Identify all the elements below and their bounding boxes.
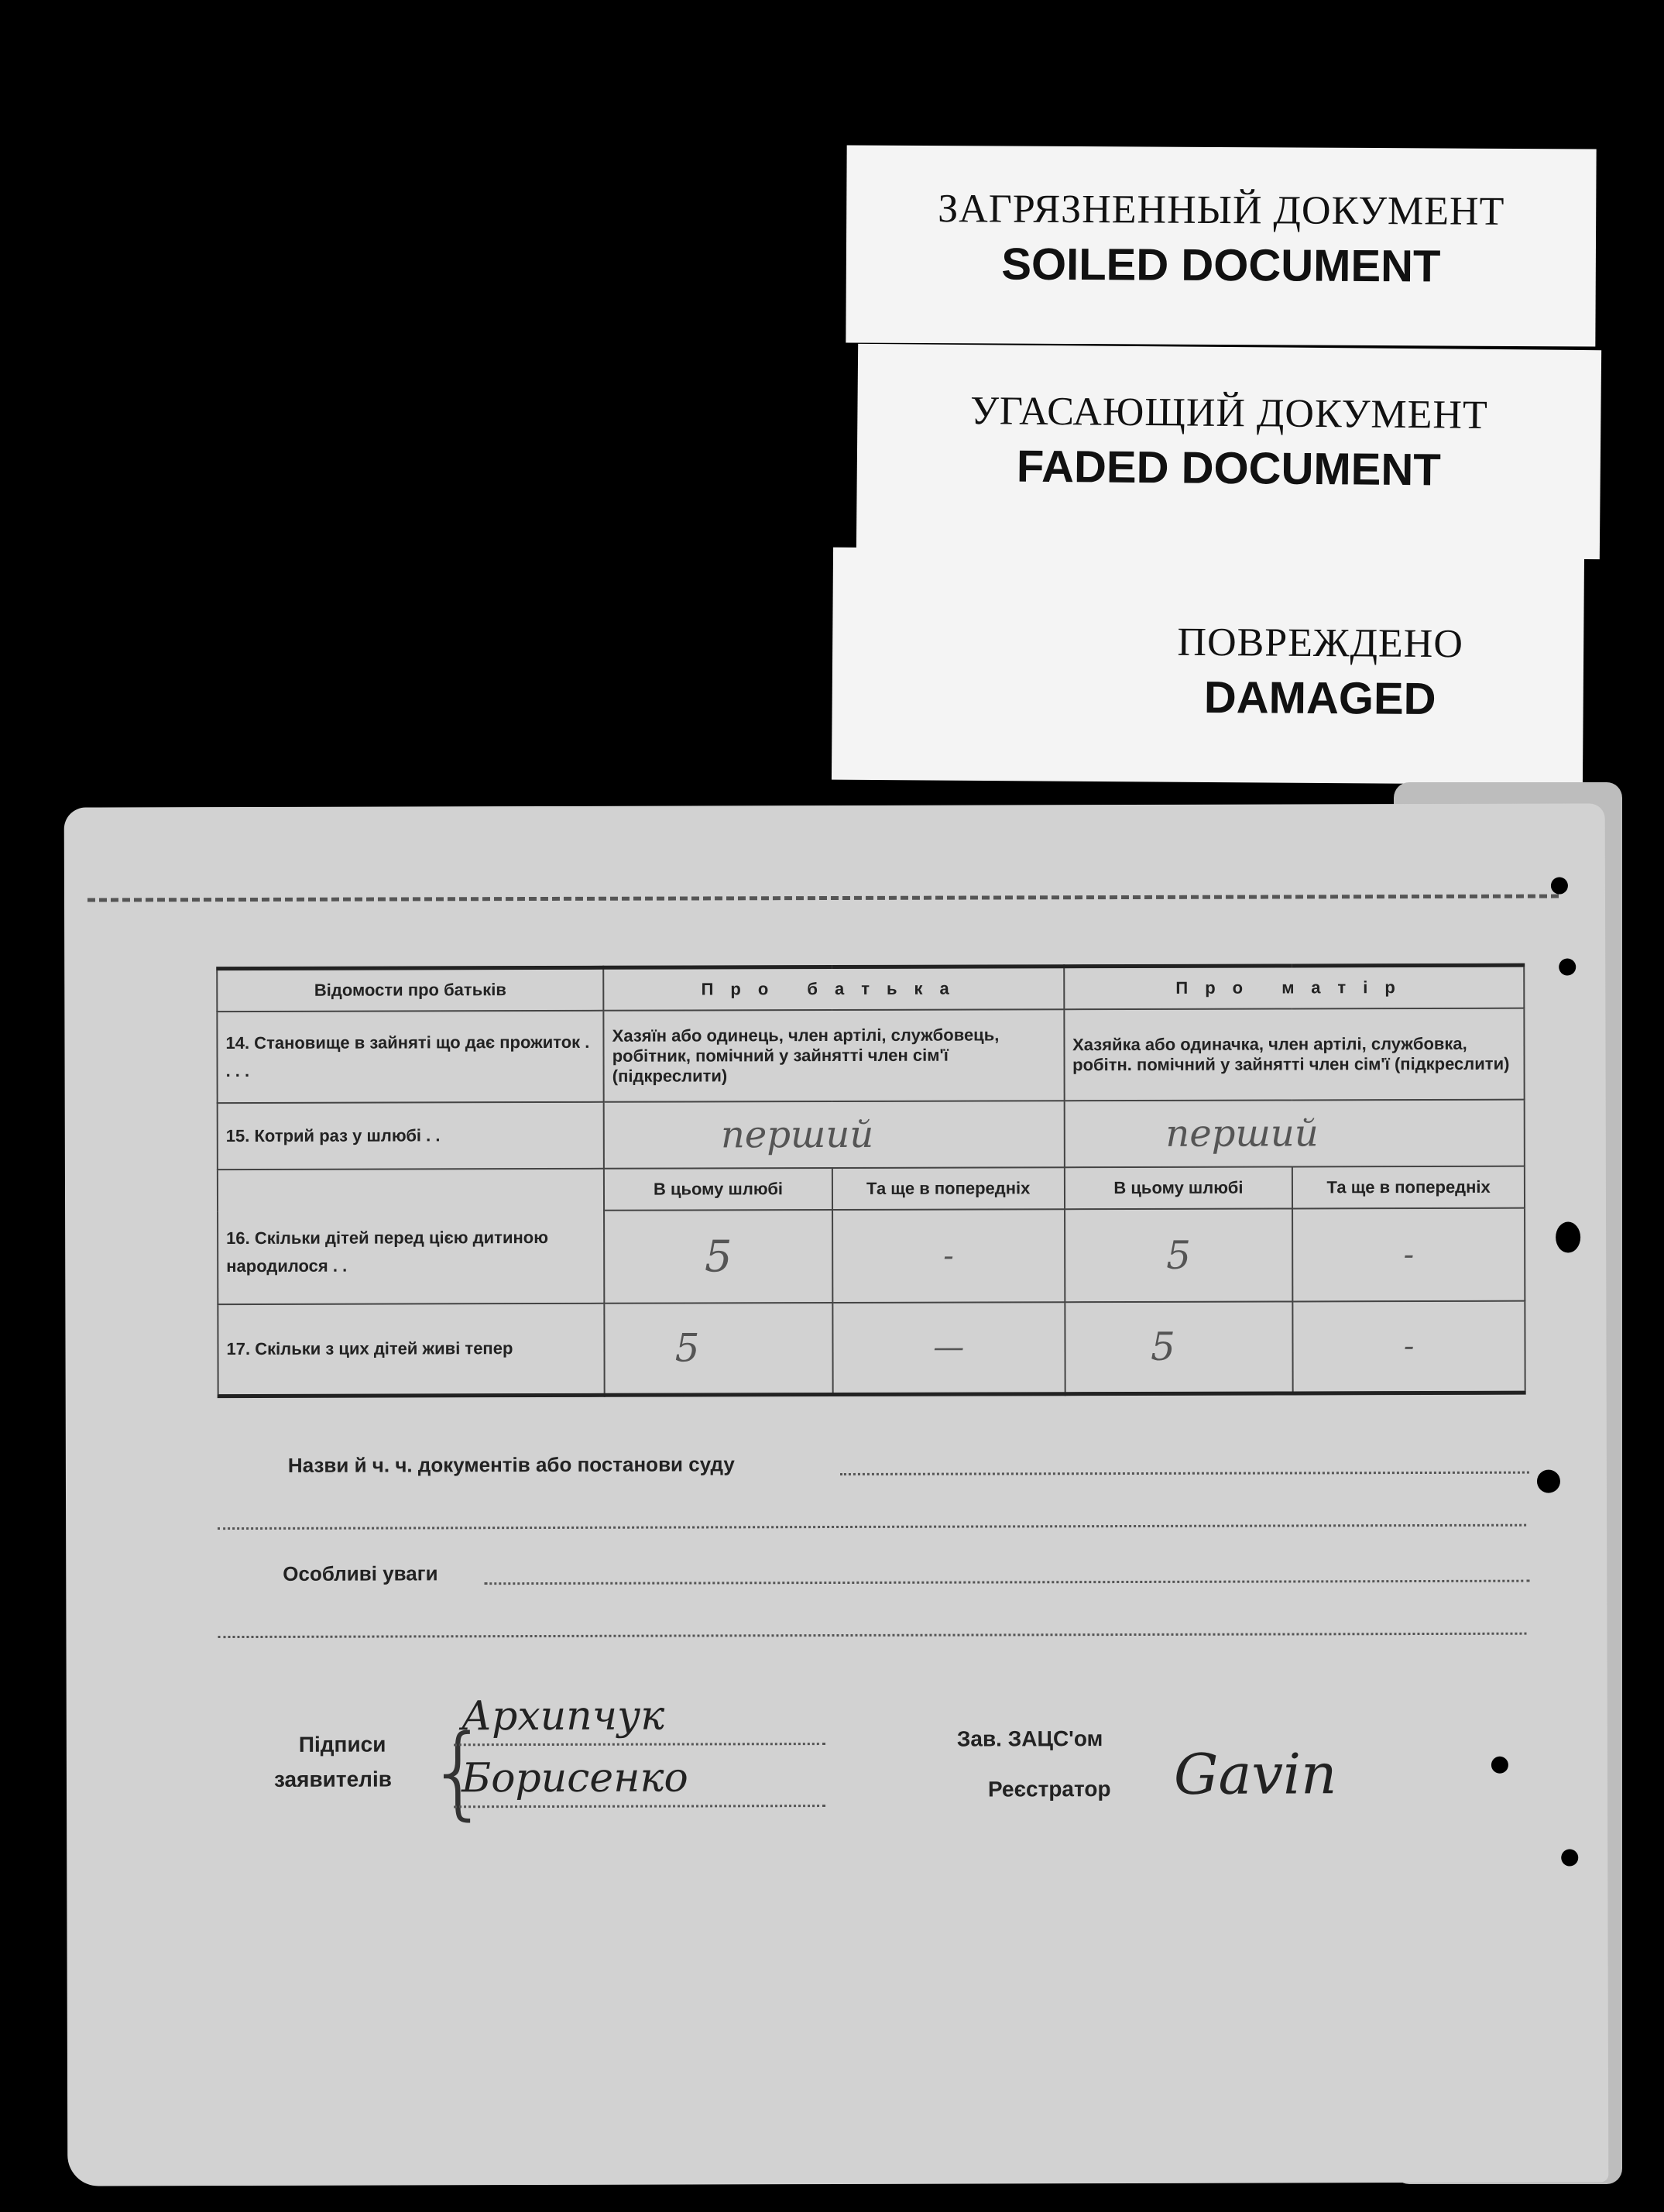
row-17 <box>218 1301 1525 1396</box>
row15-father-value: перший <box>604 1101 1065 1169</box>
row14-label: 14. Становище в зайняті що дає прожиток . . . . <box>217 1011 603 1103</box>
perforation-line <box>87 895 1559 902</box>
soiled-label-ru: ЗАГРЯЗНЕННЫЙ ДОКУМЕНТ <box>938 187 1505 234</box>
row15-mother-value: перший <box>1064 1100 1525 1168</box>
faded-label-ru: УГАСАЮЩИЙ ДОКУМЕНТ <box>969 389 1488 438</box>
documents-label: Назви й ч. ч. документів або постанови суду <box>287 1452 735 1477</box>
damage-hole <box>1559 958 1576 975</box>
applicant-line-2 <box>454 1805 825 1808</box>
registry-form-sheet <box>64 803 1609 2186</box>
row16-father-prev: - <box>832 1209 1065 1303</box>
row15-label: 15. Котрий раз у шлюбі . . <box>218 1102 604 1170</box>
notes-label: Особливі уваги <box>283 1561 438 1585</box>
damaged-label-ru: ПОВРЕЖДЕНО <box>1177 620 1464 667</box>
header-father: Про батька <box>603 967 1064 1011</box>
damaged-label-en: DAMAGED <box>1203 672 1436 725</box>
subheader-mother-prev: Та ще в попередніх <box>1292 1166 1525 1209</box>
damaged-document-label <box>832 548 1584 785</box>
documents-line-2 <box>218 1524 1526 1530</box>
signatures-brace: { <box>426 1712 491 1831</box>
applicant-signature-2: Борисенко <box>461 1754 688 1802</box>
faded-label-en: FADED DOCUMENT <box>1016 441 1441 496</box>
notes-line-1 <box>484 1580 1529 1585</box>
soiled-document-label <box>846 145 1596 346</box>
row17-label: 17. Скільки з цих дітей живі тепер <box>218 1304 604 1396</box>
head-label: Зав. ЗАЦС'ом <box>956 1726 1103 1751</box>
damage-hole <box>1537 1470 1560 1493</box>
subheader-father-this: В цьому шлюбі <box>604 1168 832 1211</box>
faded-document-label <box>856 344 1601 559</box>
row17-father-prev: — <box>832 1302 1065 1394</box>
notes-line-2 <box>218 1633 1526 1638</box>
signatures-label-2: заявителів <box>273 1767 392 1791</box>
row17-mother-prev: - <box>1293 1301 1525 1393</box>
subheader-row <box>218 1166 1525 1211</box>
row17-mother-this: 5 <box>1065 1301 1293 1393</box>
damage-hole <box>1491 1757 1508 1774</box>
row16-mother-prev: - <box>1292 1208 1525 1302</box>
row14-mother-options: Хазяйка або одиначка, член артілі, службовка, робітн. помічний у зайнятті член сім'ї (підкреслити) <box>1064 1008 1525 1101</box>
row17-father-this: 5 <box>605 1303 833 1395</box>
header-mother: Про матір <box>1064 965 1525 1009</box>
documents-line-1 <box>840 1472 1529 1475</box>
applicant-line-1 <box>454 1743 825 1746</box>
subheader-father-prev: Та ще в попередніх <box>832 1167 1065 1210</box>
row-15 <box>218 1100 1525 1170</box>
row14-father-options: Хазяїн або одинець, член артілі, службовець, робітник, помічний у зайнятті член сім'ї (підкреслити) <box>604 1009 1065 1102</box>
row-14 <box>217 1008 1524 1103</box>
header-parents-info: Відомости про батьків <box>217 967 603 1012</box>
row16-father-this: 5 <box>604 1210 832 1304</box>
row16-label: 16. Скільки дітей перед цією дитиною народилося . . <box>218 1169 605 1304</box>
registrar-label: Реєстратор <box>987 1777 1111 1802</box>
damage-hole <box>1561 1849 1578 1866</box>
soiled-label-en: SOILED DOCUMENT <box>1001 239 1441 292</box>
signatures-label-1: Підписи <box>298 1732 386 1757</box>
subheader-mother-this: В цьому шлюбі <box>1064 1166 1292 1209</box>
damage-hole <box>1551 878 1568 895</box>
table-header-row <box>217 965 1524 1012</box>
row16-mother-this: 5 <box>1065 1208 1293 1302</box>
parents-info-table <box>216 963 1525 1398</box>
registrar-signature: Gavin <box>1173 1741 1337 1807</box>
applicant-signature-1: Архипчук <box>461 1692 665 1740</box>
damage-hole <box>1556 1221 1580 1252</box>
